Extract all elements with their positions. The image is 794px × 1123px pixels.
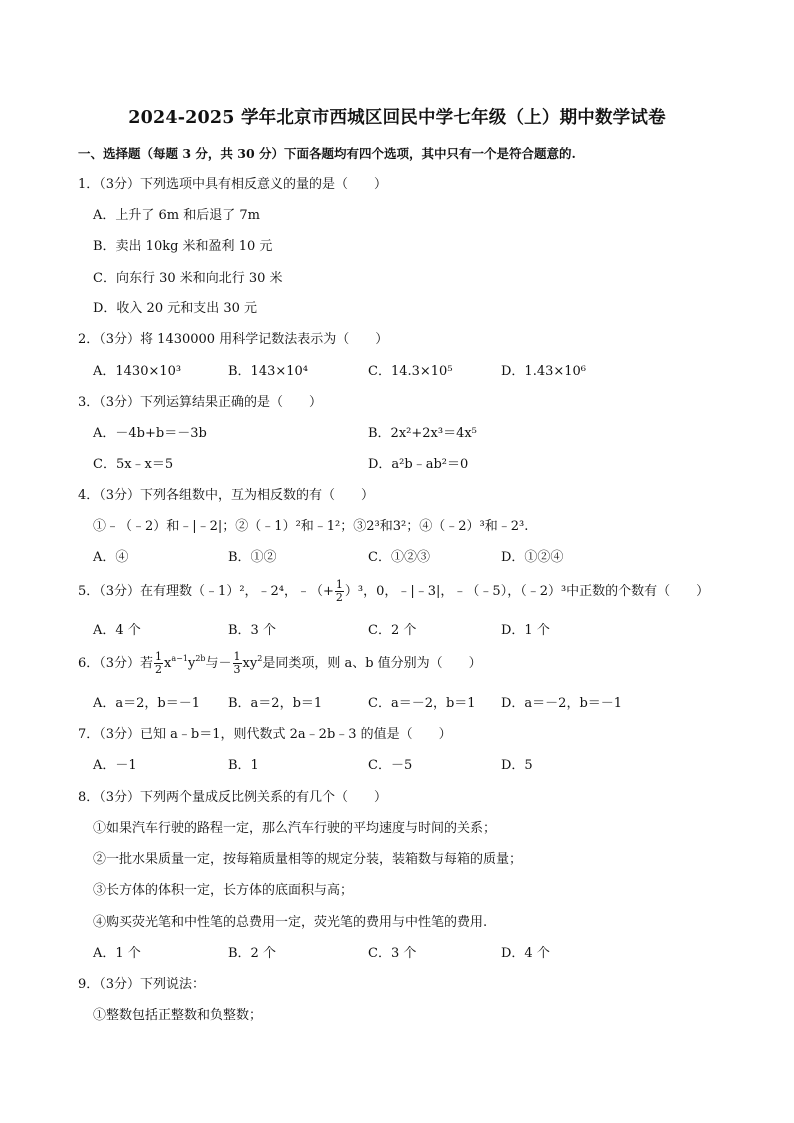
question-2-option-a[interactable]: A．1430×10³ (93, 364, 182, 379)
question-2-option-b[interactable]: B．143×10⁴ (228, 364, 309, 379)
question-5-stem (78, 578, 709, 606)
question-2-options (93, 363, 713, 381)
question-8-item-1: ①如果汽车行驶的路程一定，那么汽车行驶的平均速度与时间的关系； (93, 821, 497, 836)
question-2-option-c[interactable]: C．14.3×10⁵ (368, 364, 453, 379)
question-7-option-d[interactable]: D．5 (501, 758, 533, 773)
question-3-option-a[interactable]: A．－4b+b＝－3b (93, 426, 207, 441)
question-7-option-a[interactable]: A．－1 (93, 758, 137, 773)
question-6-fraction-2-numerator: 1 (233, 650, 241, 663)
question-8-option-d[interactable]: D．4 个 (501, 946, 550, 961)
question-6-stem (78, 650, 482, 678)
question-3-option-d[interactable]: D．a²b﹣ab²＝0 (368, 457, 469, 472)
question-8-options (93, 945, 713, 963)
question-5-fraction-denominator: 2 (335, 591, 343, 604)
question-9-stem: 9．（3分）下列说法： (78, 977, 206, 992)
question-6-option-b[interactable]: B．a＝2，b＝1 (228, 696, 323, 711)
question-1-option-a[interactable]: A．上升了 6m 和后退了 7m (93, 208, 260, 223)
question-6-options (93, 695, 713, 713)
question-5-options (93, 622, 713, 640)
question-6-option-c[interactable]: C．a＝－2，b＝1 (368, 696, 476, 711)
question-5-stem-prefix: 5．（3分）在有理数（﹣1）²，﹣2⁴，﹣（+ (78, 584, 334, 599)
question-8-item-2: ②一批水果质量一定，按每箱质量相等的规定分装，装箱数与每箱的质量； (93, 852, 523, 867)
section-heading: 一、选择题（每题 3 分，共 30 分）下面各题均有四个选项，其中只有一个是符合题意的. (78, 146, 576, 161)
question-6-term-xy: xy (242, 656, 258, 671)
question-6-exponent-3: 2 (257, 654, 263, 663)
question-7-options (93, 757, 713, 775)
question-3-option-b[interactable]: B．2x²+2x³＝4x⁵ (368, 426, 477, 441)
question-4-options (93, 549, 713, 567)
question-2-option-d[interactable]: D．1.43×10⁶ (501, 364, 587, 379)
question-8-option-c[interactable]: C．3 个 (368, 946, 417, 961)
question-1-stem: 1．（3分）下列选项中具有相反意义的量的是（ ） (78, 177, 388, 192)
question-4-option-a[interactable]: A．④ (93, 550, 129, 565)
question-4-option-b[interactable]: B．①② (228, 550, 277, 565)
question-2-stem: 2．（3分）将 1430000 用科学记数法表示为（ ） (78, 332, 389, 347)
question-4-stem: 4．（3分）下列各组数中，互为相反数的有（ ） (78, 488, 375, 503)
question-8-option-b[interactable]: B．2 个 (228, 946, 276, 961)
question-6-fraction-2 (233, 651, 242, 676)
question-7-option-c[interactable]: C．－5 (368, 758, 413, 773)
question-6-fraction-1-denominator: 2 (155, 663, 163, 676)
question-7-option-b[interactable]: B．1 (228, 758, 259, 773)
question-5-stem-suffix: ）³，0，﹣|﹣3|，﹣（﹣5），（﹣2）³中正数的个数有（ ） (344, 584, 710, 599)
question-6-exponent-1: a−1 (171, 654, 188, 663)
question-5-fraction (335, 579, 344, 604)
question-8-item-3: ③长方体的体积一定，长方体的底面积与高； (93, 883, 354, 898)
question-5-option-a[interactable]: A．4 个 (93, 623, 141, 638)
question-7-stem: 7．（3分）已知 a﹣b＝1，则代数式 2a﹣2b﹣3 的值是（ ） (78, 727, 452, 742)
question-1-option-c[interactable]: C．向东行 30 米和向北行 30 米 (93, 271, 283, 286)
question-3-options-row2 (93, 456, 713, 474)
question-3-option-c[interactable]: C．5x﹣x＝5 (93, 457, 174, 472)
question-6-fraction-1 (154, 651, 163, 676)
question-1-option-d[interactable]: D．收入 20 元和支出 30 元 (93, 301, 258, 316)
question-8-stem: 8．（3分）下列两个量成反比例关系的有几个（ ） (78, 790, 388, 805)
question-8-item-4: ④购买荧光笔和中性笔的总费用一定，荧光笔的费用与中性笔的费用. (93, 915, 488, 930)
question-3-options-row1 (93, 425, 713, 443)
question-3-stem: 3．（3分）下列运算结果正确的是（ ） (78, 395, 323, 410)
question-4-option-c[interactable]: C．①②③ (368, 550, 430, 565)
question-5-fraction-numerator: 1 (335, 578, 343, 591)
question-6-option-a[interactable]: A．a＝2，b＝－1 (93, 696, 201, 711)
question-5-option-d[interactable]: D．1 个 (501, 623, 550, 638)
question-6-fraction-2-denominator: 3 (233, 663, 241, 676)
page-title: 2024-2025 学年北京市西城区回民中学七年级（上）期中数学试卷 (128, 108, 666, 128)
question-6-option-d[interactable]: D．a＝－2，b＝－1 (501, 696, 623, 711)
question-6-stem-suffix: 是同类项，则 a、b 值分别为（ ） (262, 656, 482, 671)
question-6-term-x: x (164, 656, 172, 671)
question-4-option-d[interactable]: D．①②④ (501, 550, 564, 565)
question-6-fraction-1-numerator: 1 (155, 650, 163, 663)
question-1-option-b[interactable]: B．卖出 10kg 米和盈利 10 元 (93, 239, 273, 254)
question-5-option-b[interactable]: B．3 个 (228, 623, 276, 638)
question-5-option-c[interactable]: C．2 个 (368, 623, 417, 638)
question-6-stem-prefix: 6．（3分）若 (78, 656, 154, 671)
question-4-items: ①﹣（﹣2）和﹣|﹣2|；②（﹣1）²和﹣1²；③2³和3²；④（﹣2）³和﹣2³. (93, 519, 529, 534)
question-9-item-1: ①整数包括正整数和负整数； (93, 1008, 263, 1023)
question-6-term-y: y (187, 656, 196, 671)
question-6-connector: 与－ (205, 656, 232, 671)
question-6-exponent-2: 2b (195, 654, 206, 663)
question-8-option-a[interactable]: A．1 个 (93, 946, 141, 961)
